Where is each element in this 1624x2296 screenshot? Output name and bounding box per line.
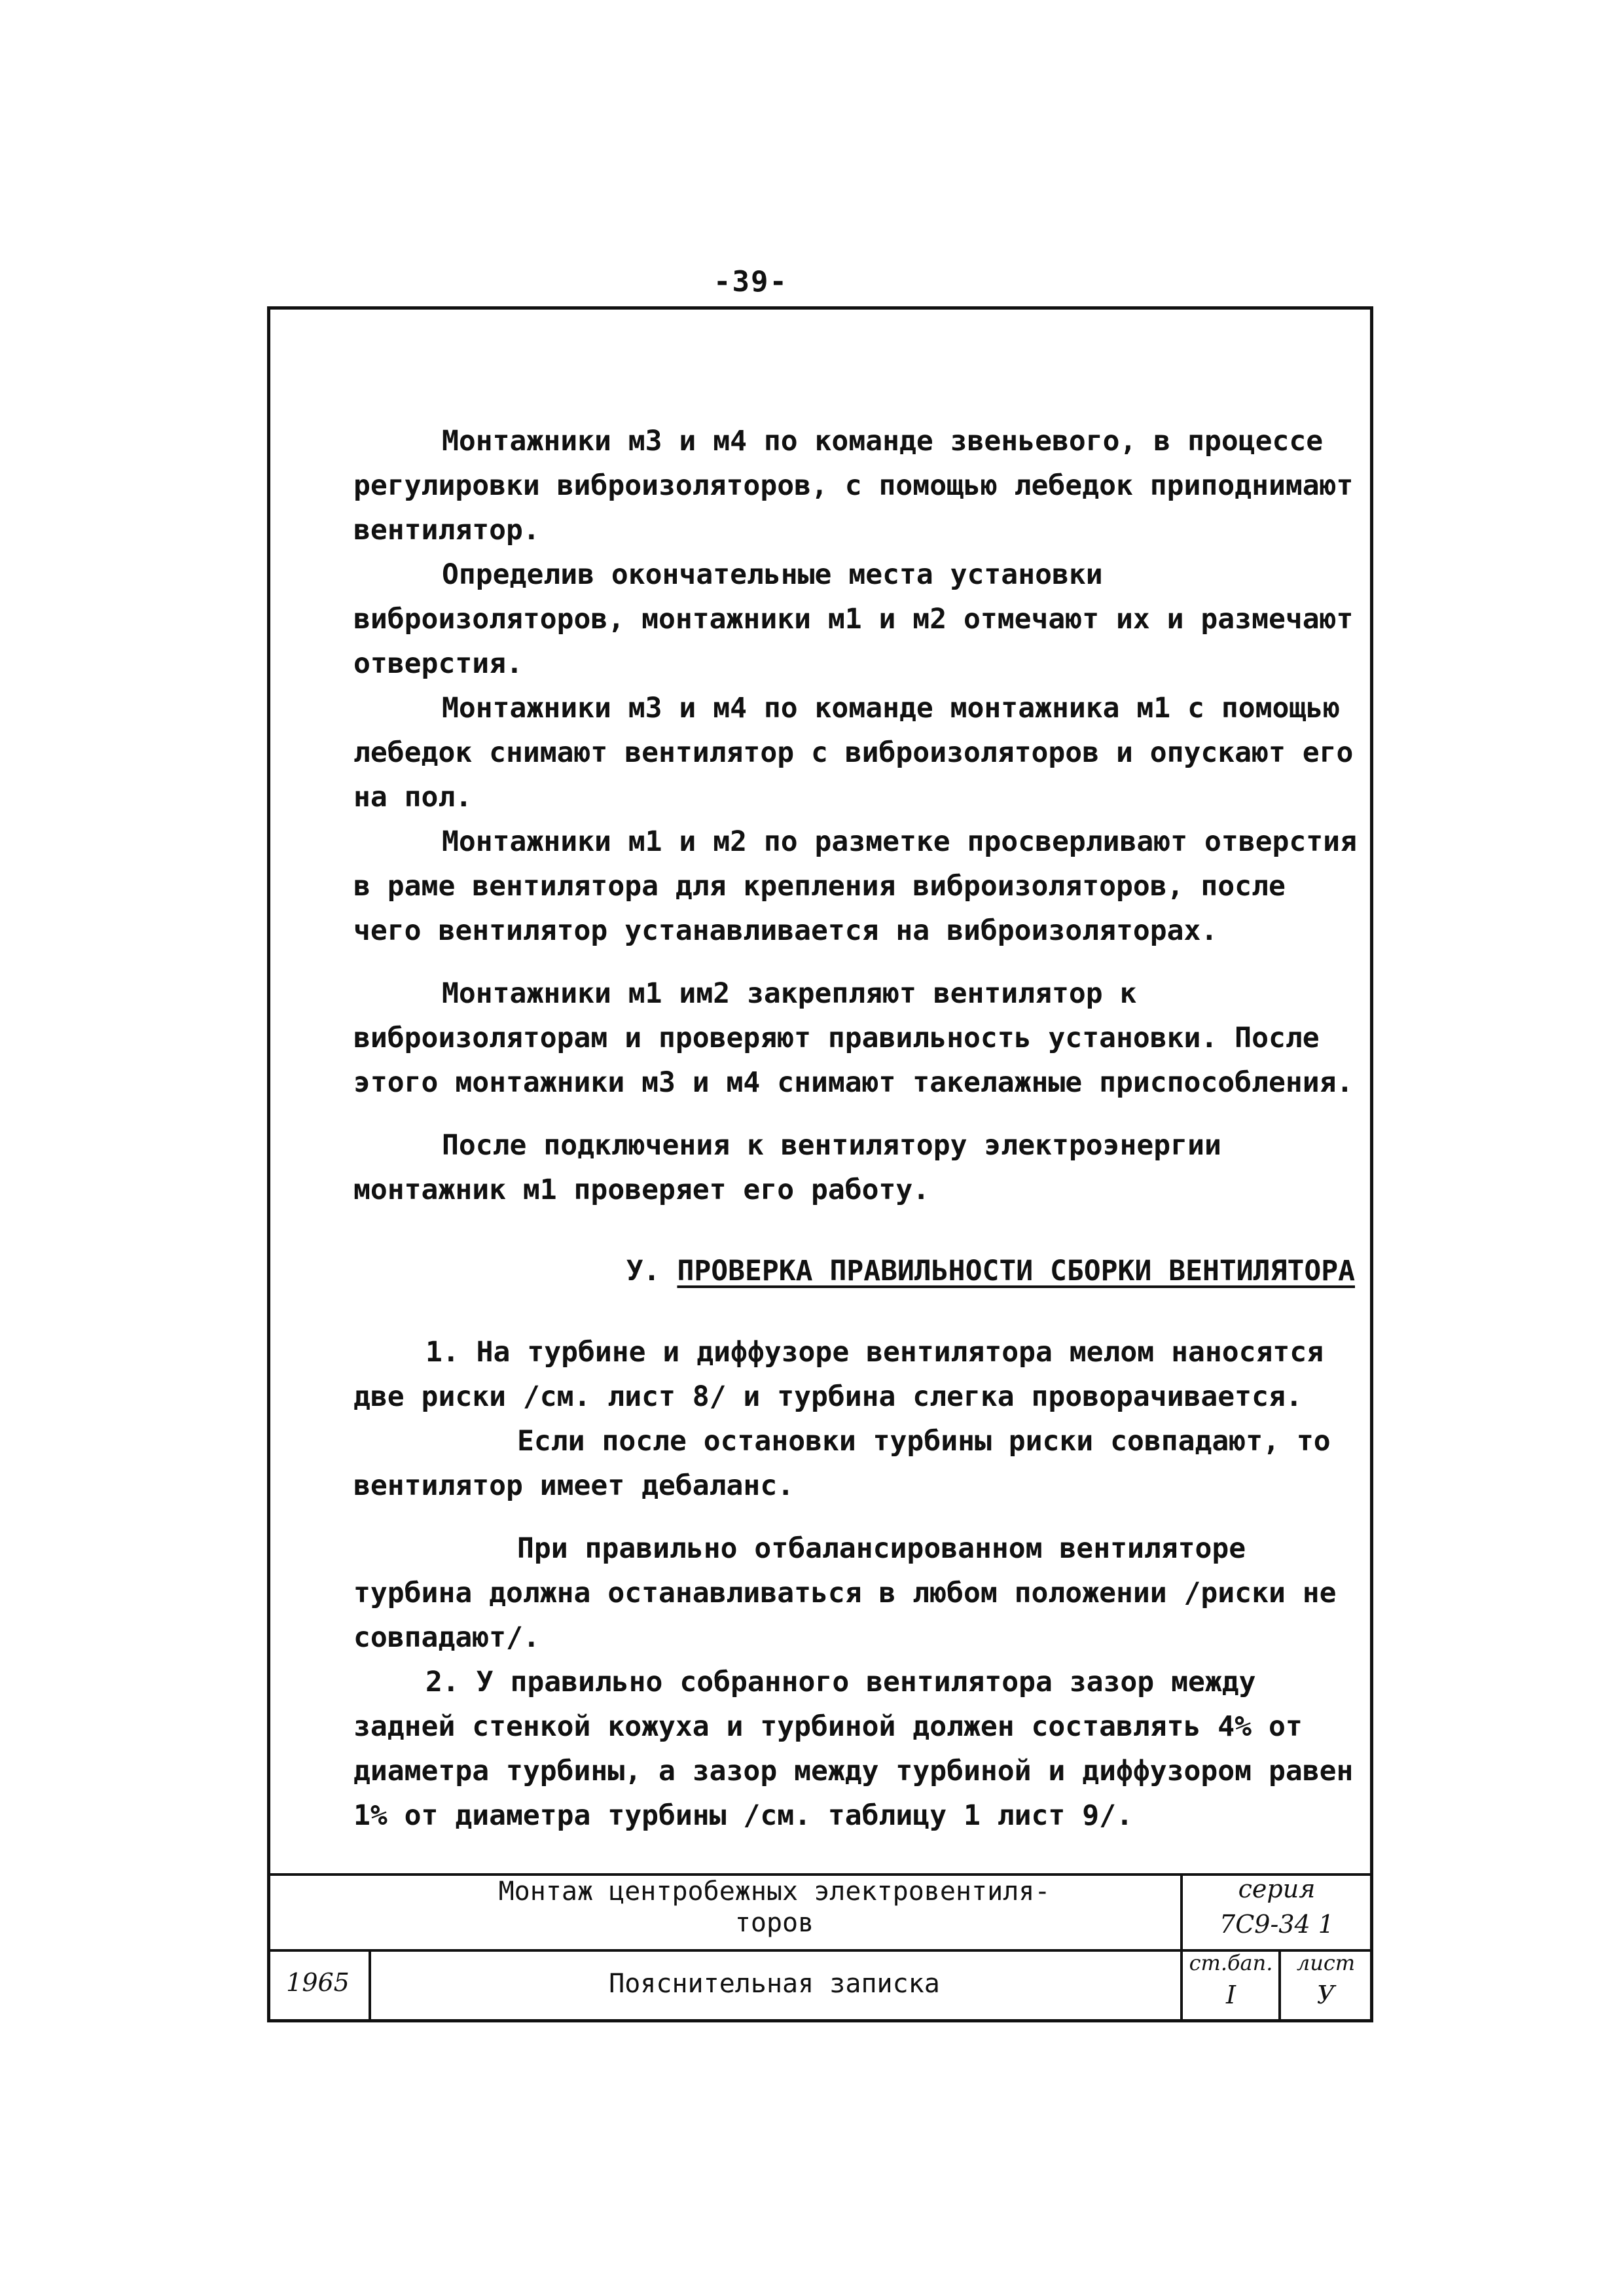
document-name: Пояснительная записка <box>609 1969 940 1999</box>
list-item: 1. На турбине и диффузоре вентилятора мелом наносятся две риски /см. лист 8/ и турбина слегка проворачивается. <box>353 1336 1324 1413</box>
series-label: серия <box>1238 1874 1316 1903</box>
paragraph: При правильно отбалансированном вентиляторе турбина должна останавливаться в любом положении /риски не совпадают/. <box>353 1532 1337 1654</box>
section-heading <box>353 1249 1362 1293</box>
sheet-label: лист <box>1296 1950 1356 1975</box>
paragraph: Если после остановки турбины риски совпадают, то вентилятор имеет дебаланс. <box>353 1425 1331 1502</box>
title-line-1: Монтаж центробежных электровентиля- <box>498 1876 1051 1907</box>
title-line-2: торов <box>734 1908 814 1938</box>
paragraph: Монтажники м3 и м4 по команде монтажника м1 с помощью лебедок снимают вентилятор с виброизоляторов и опускают его на пол. <box>353 692 1354 814</box>
section-number: У. <box>626 1255 660 1287</box>
document-body <box>353 419 1362 1838</box>
year: 1965 <box>286 1968 350 1997</box>
paragraph: Монтажники м3 и м4 по команде звеньевого, в процессе регулировки виброизоляторов, с помощью лебедок приподнимают вентилятор. <box>353 425 1354 547</box>
part-value: I <box>1225 1981 1236 2009</box>
list-item: 2. У правильно собранного вентилятора зазор между задней стенкой кожуха и турбиной должен составлять 4% от диаметра турбины, а зазор между турбиной и диффузором равен 1% от диаметра турбины /см. таблицу 1 лист 9/. <box>353 1666 1354 1832</box>
paragraph: Монтажники м1 и м2 по разметке просверливают отверстия в раме вентилятора для крепления виброизоляторов, после чего вентилятор устанавливается на виброизоляторах. <box>353 825 1357 947</box>
page-number: -39- <box>713 265 788 298</box>
title-block-title <box>372 1876 1177 1939</box>
paragraph: Монтажники м1 им2 закрепляют вентилятор к виброизоляторам и проверяют правильность установки. После этого монтажники м3 и м4 снимают такелажные приспособления. <box>353 977 1354 1099</box>
section-title: ПРОВЕРКА ПРАВИЛЬНОСТИ СБОРКИ ВЕНТИЛЯТОРА <box>677 1255 1355 1287</box>
title-block <box>267 1873 1373 2022</box>
sheet-value: У <box>1316 1981 1335 2009</box>
series-value: 7С9-34 1 <box>1219 1910 1334 1939</box>
part-label: ст.бап. <box>1189 1950 1273 1975</box>
paragraph: Определив окончательные места установки виброизоляторов, монтажники м1 и м2 отмечают их и размечают отверстия. <box>353 558 1354 680</box>
paragraph: После подключения к вентилятору электроэнергии монтажник м1 проверяет его работу. <box>353 1129 1221 1206</box>
